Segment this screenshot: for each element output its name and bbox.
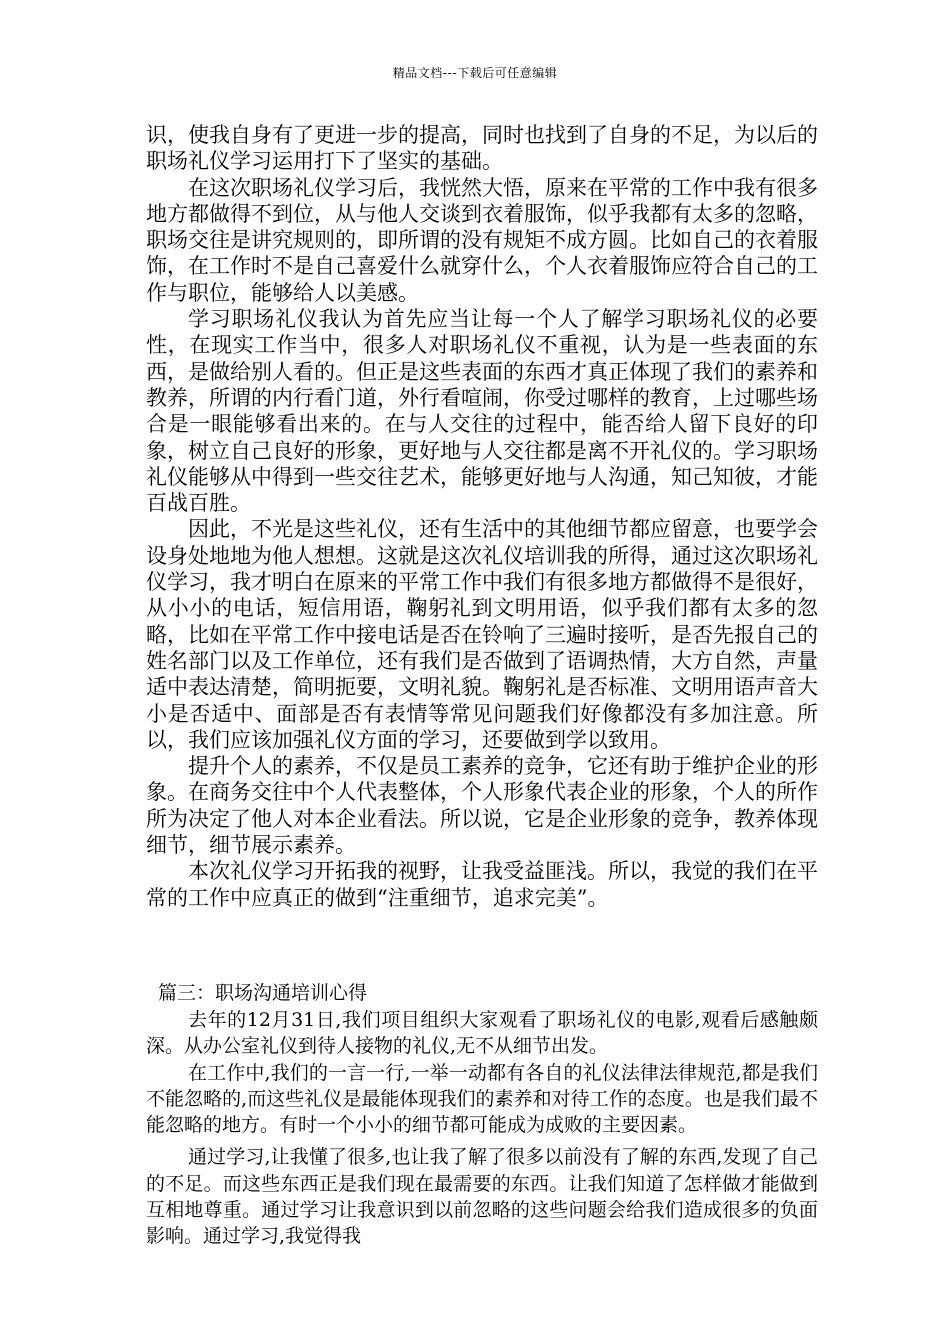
paragraph: 识，使我自身有了更进一步的提高，同时也找到了自身的不足，为以后的职场礼仪学习运用打下了坚实的基础。 — [146, 123, 818, 174]
essay-continuation — [146, 122, 818, 911]
paragraph: 学习职场礼仪我认为首先应当让每一个人了解学习职场礼仪的必要性，在现实工作当中，很多人对职场礼仪不重视，认为是一些表面的东西，是做给别人看的。但正是这些表面的东西才真正体现了我们的素养和教养，所谓的内行看门道，外行看喧闹，你受过哪样的教育，上过哪些场合是一眼能够看出来的。在与人交往的过程中，能否给人留下良好的印象，树立自己良好的形象，更好地与人交往都是离不开礼仪的。学习职场礼仪能够从中得到一些交往艺术，能够更好地与人沟通，知己知彼，才能百战百胜。 — [146, 307, 818, 516]
paragraph: 提升个人的素养，不仅是员工素养的竞争，它还有助于维护企业的形象。在商务交往中个人代表整体，个人形象代表企业的形象，个人的所作所为决定了他人对本企业看法。所以说，它是企业形象的竞争，教养体现细节，细节展示素养。 — [146, 754, 818, 858]
paragraph: 在工作中,我们的一言一行,一举一动都有各自的礼仪法律法律规范,都是我们不能忽略的,而这些礼仪是最能体现我们的素养和对待工作的态度。也是我们最不能忽略的地方。有时一个小小的细节都可能成为成败的主要因素。 — [146, 1061, 818, 1137]
section-title: 篇三：职场沟通培训心得 — [158, 981, 368, 1004]
document-body — [146, 122, 818, 1250]
paragraph: 去年的12月31日,我们项目组织大家观看了职场礼仪的电影,观看后感触颇深。从办公室礼仪到待人接物的礼仪,无不从细节出发。 — [146, 1008, 818, 1058]
paragraph: 在这次职场礼仪学习后，我恍然大悟，原来在平常的工作中我有很多地方都做得不到位，从与他人交谈到衣着服饰，似乎我都有太多的忽略，职场交往是讲究规则的，即所谓的没有规矩不成方圆。比如自己的衣着服饰，在工作时不是自己喜爱什么就穿什么，个人衣着服饰应符合自己的工作与职位，能够给人以美感。 — [146, 175, 818, 305]
paragraph: 通过学习,让我懂了很多,也让我了解了很多以前没有了解的东西,发现了自己的不足。而这些东西正是我们现在最需要的东西。让我们知道了怎样做才能做到互相地尊重。通过学习让我意识到以前忽略的这些问题会给我们造成很多的负面影响。通过学习,我觉得我 — [146, 1146, 818, 1248]
paragraph: 本次礼仪学习开拓我的视野，让我受益匪浅。所以，我觉的我们在平常的工作中应真正的做到“注重细节，追求完美”。 — [146, 859, 818, 910]
page-header: 精品文档---下载后可任意编辑 — [392, 66, 558, 80]
section-three-body — [146, 1007, 818, 1250]
paragraph: 因此，不光是这些礼仪，还有生活中的其他细节都应留意，也要学会设身处地地为他人想想。这就是这次礼仪培训我的所得，通过这次职场礼仪学习，我才明白在原来的平常工作中我们有很多地方都做得不是很好，从小小的电话，短信用语，鞠躬礼到文明用语，似乎我们都有太多的忽略，比如在平常工作中接电话是否在铃响了三遍时接听，是否先报自己的姓名部门以及工作单位，还有我们是否做到了语调热情，大方自然，声量适中表达清楚，简明扼要，文明礼貌。鞠躬礼是否标准、文明用语声音大小是否适中、面部是否有表情等常见问题我们好像都没有多加注意。所以，我们应该加强礼仪方面的学习，还要做到学以致用。 — [146, 517, 818, 752]
